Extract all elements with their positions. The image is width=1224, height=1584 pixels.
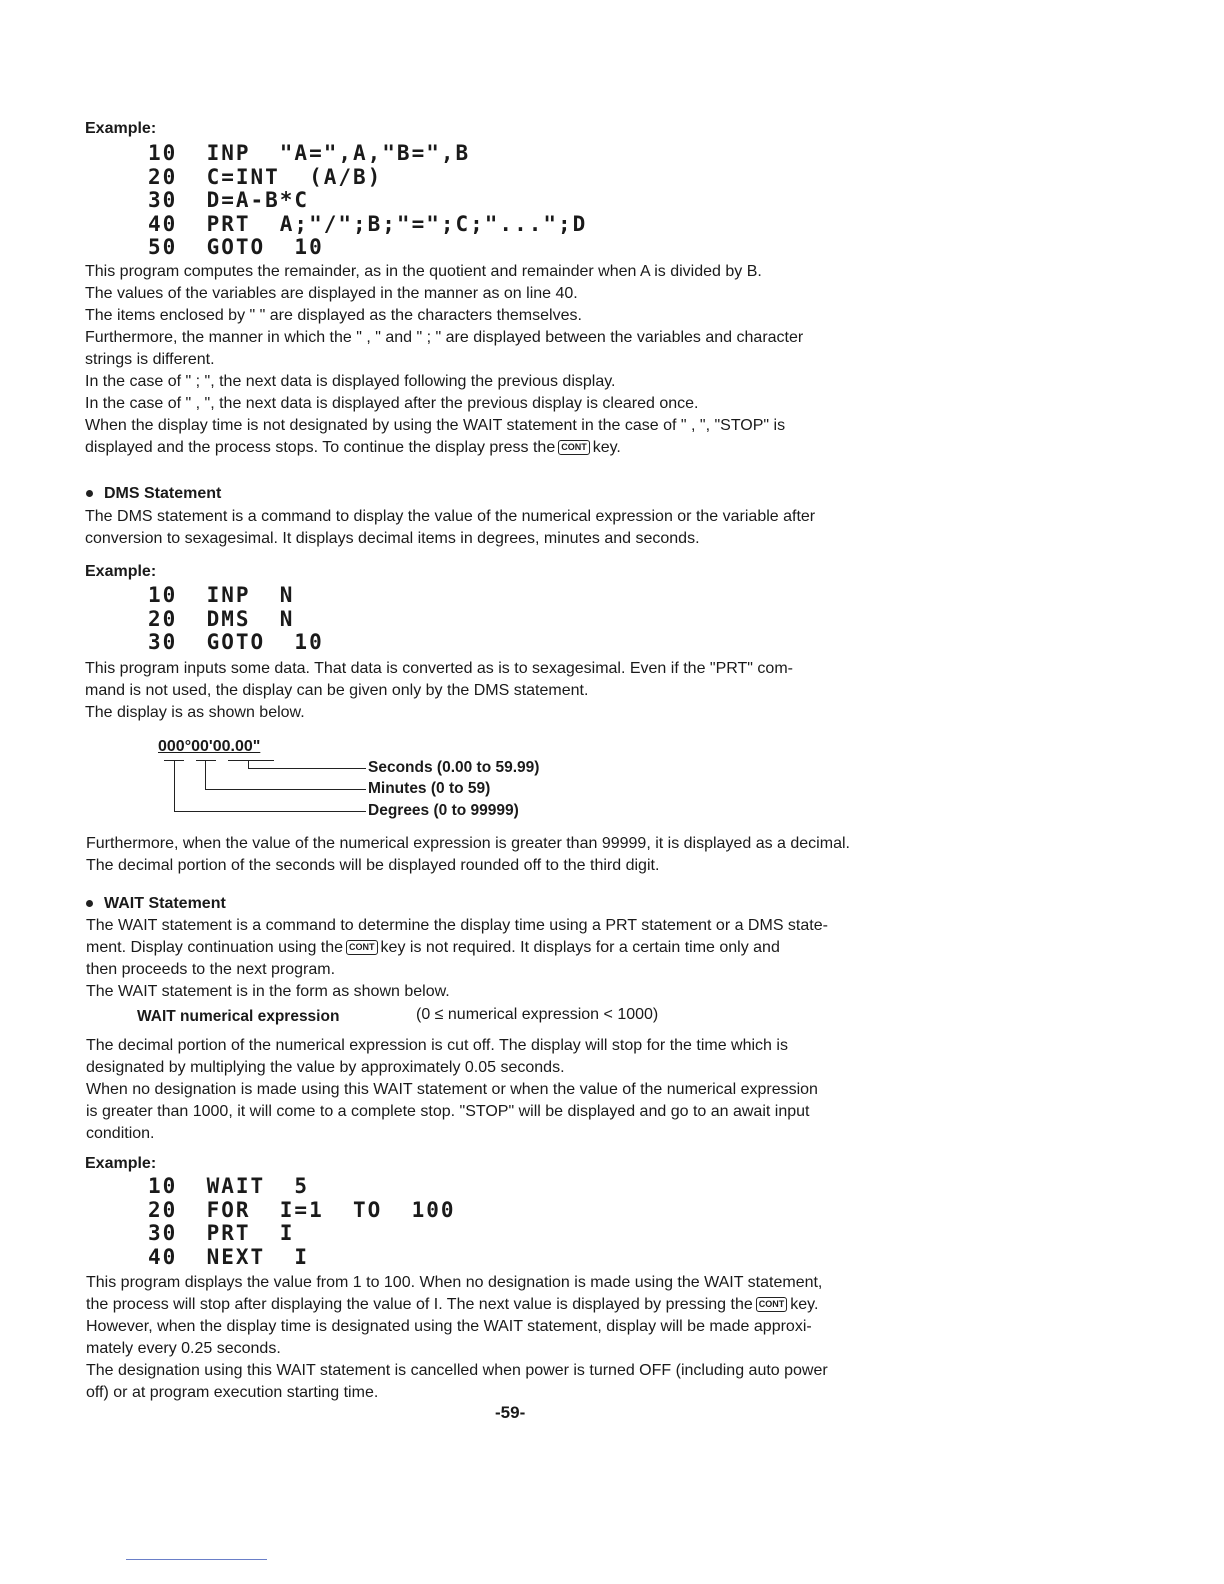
code-line: 20 FOR I=1 TO 100: [148, 1197, 456, 1222]
text-line: ment. Display continuation using the CONT key is not required. It displays for a certain time only and: [86, 939, 780, 956]
wait-desc: [86, 1035, 818, 1145]
text-line: However, when the display time is designated using the WAIT statement, display will be made approxi-: [86, 1318, 812, 1335]
leader-line: [248, 768, 366, 769]
text-line: mand is not used, the display can be given only by the DMS statement.: [85, 682, 589, 699]
text-line: displayed and the process stops. To continue the display press the CONT key.: [85, 439, 621, 456]
text-line: designated by multiplying the value by approximately 0.05 seconds.: [86, 1059, 565, 1076]
cont-key-icon: CONT: [756, 1297, 788, 1312]
text-line: is greater than 1000, it will come to a complete stop. "STOP" will be displayed and go to an await input: [86, 1103, 810, 1120]
text-line: The decimal portion of the seconds will be displayed rounded off to the third digit.: [86, 857, 660, 874]
dms-desc: [85, 506, 815, 550]
dms-further: [86, 833, 850, 877]
wait-heading: WAIT Statement: [86, 895, 226, 913]
text-line: This program inputs some data. That data is converted as is to sexagesimal. Even if the "PRT" com-: [85, 660, 793, 677]
text-line: then proceeds to the next program.: [86, 961, 336, 978]
dms-after: [85, 658, 793, 724]
text-line: This program computes the remainder, as in the quotient and remainder when A is divided by B.: [85, 263, 762, 280]
wait-syntax: WAIT numerical expression: [137, 1008, 340, 1025]
code-block-1: [148, 142, 587, 260]
leader-line: [174, 811, 366, 812]
wait-after: [86, 1272, 828, 1404]
text-line: In the case of " ; ", the next data is displayed following the previous display.: [85, 373, 616, 390]
footer-rule: [126, 1559, 267, 1560]
cont-key-icon: CONT: [558, 440, 590, 455]
code-line: 10 INP "A=",A,"B=",B: [148, 141, 471, 165]
code-line: 30 GOTO 10: [148, 630, 324, 654]
leader-line: [174, 760, 175, 811]
example-heading-1: Example:: [85, 120, 157, 137]
wait-desc-top: [86, 915, 828, 1003]
example-heading-2: Example:: [85, 563, 157, 580]
text-line: This program displays the value from 1 to 100. When no designation is made using the WAIT statement,: [86, 1274, 823, 1291]
code-line: 30 PRT I: [148, 1221, 295, 1245]
text-line: The WAIT statement is a command to determine the display time using a PRT statement or a DMS state-: [86, 917, 828, 934]
text-line: The DMS statement is a command to display the value of the numerical expression or the variable after: [85, 508, 816, 525]
bullet-icon: [86, 490, 93, 497]
code-line: 10 WAIT 5: [148, 1174, 310, 1198]
text-line: The items enclosed by " " are displayed as the characters themselves.: [85, 307, 582, 324]
code-block-3: [148, 1175, 456, 1269]
page-number: -59-: [495, 1403, 526, 1422]
text-line: The decimal portion of the numerical expression is cut off. The display will stop for the time which is: [86, 1037, 788, 1054]
leader-line: [205, 789, 366, 790]
text-line: The designation using this WAIT statement is cancelled when power is turned OFF (including auto power: [86, 1362, 828, 1379]
text-line: The display is as shown below.: [85, 704, 305, 721]
text-line: conversion to sexagesimal. It displays decimal items in degrees, minutes and seconds.: [85, 530, 700, 547]
text-line: the process will stop after displaying the value of I. The next value is displayed by pressing the CONT key.: [86, 1296, 819, 1313]
seconds-label: Seconds (0.00 to 59.99): [368, 759, 540, 776]
minutes-label: Minutes (0 to 59): [368, 780, 491, 797]
code-line: 30 D=A-B*C: [148, 188, 310, 212]
code-line: 50 GOTO 10: [148, 235, 324, 259]
leader-line: [205, 760, 206, 789]
cont-key-icon: CONT: [346, 940, 378, 955]
example-heading-3: Example:: [85, 1155, 157, 1172]
text-line: mately every 0.25 seconds.: [86, 1340, 281, 1357]
text-line: Furthermore, the manner in which the " , " and " ; " are displayed between the variables and character: [85, 329, 804, 346]
text-line: strings is different.: [85, 351, 215, 368]
dms-format: 000°00'00.00": [158, 738, 261, 755]
code-line: 40 PRT A;"/";B;"=";C;"...";D: [148, 211, 588, 236]
leader-line: [164, 760, 184, 761]
text-line: In the case of " , ", the next data is displayed after the previous display is cleared once.: [85, 395, 699, 412]
code-line: 20 C=INT (A/B): [148, 164, 383, 189]
bullet-icon: [86, 900, 93, 907]
code-line: 40 NEXT I: [148, 1244, 310, 1269]
text-line: Furthermore, when the value of the numerical expression is greater than 99999, it is displayed as a decimal.: [86, 835, 850, 852]
text-line: When no designation is made using this WAIT statement or when the value of the numerical expression: [86, 1081, 818, 1098]
ex1-text: [85, 261, 803, 459]
wait-range: (0 ≤ numerical expression < 1000): [416, 1006, 659, 1023]
code-block-2: [148, 584, 324, 655]
code-line: 20 DMS N: [148, 606, 295, 631]
text-line: The WAIT statement is in the form as shown below.: [86, 983, 450, 1000]
leader-line: [248, 760, 249, 768]
leader-line: [196, 760, 216, 761]
leader-line: [228, 760, 274, 761]
text-line: The values of the variables are displayed in the manner as on line 40.: [85, 285, 578, 302]
dms-heading: DMS Statement: [86, 485, 221, 503]
text-line: off) or at program execution starting time.: [86, 1384, 379, 1401]
degrees-label: Degrees (0 to 99999): [368, 802, 519, 819]
code-line: 10 INP N: [148, 583, 295, 607]
text-line: condition.: [86, 1125, 155, 1142]
text-line: When the display time is not designated by using the WAIT statement in the case of " , ", "STOP" is: [85, 417, 786, 434]
